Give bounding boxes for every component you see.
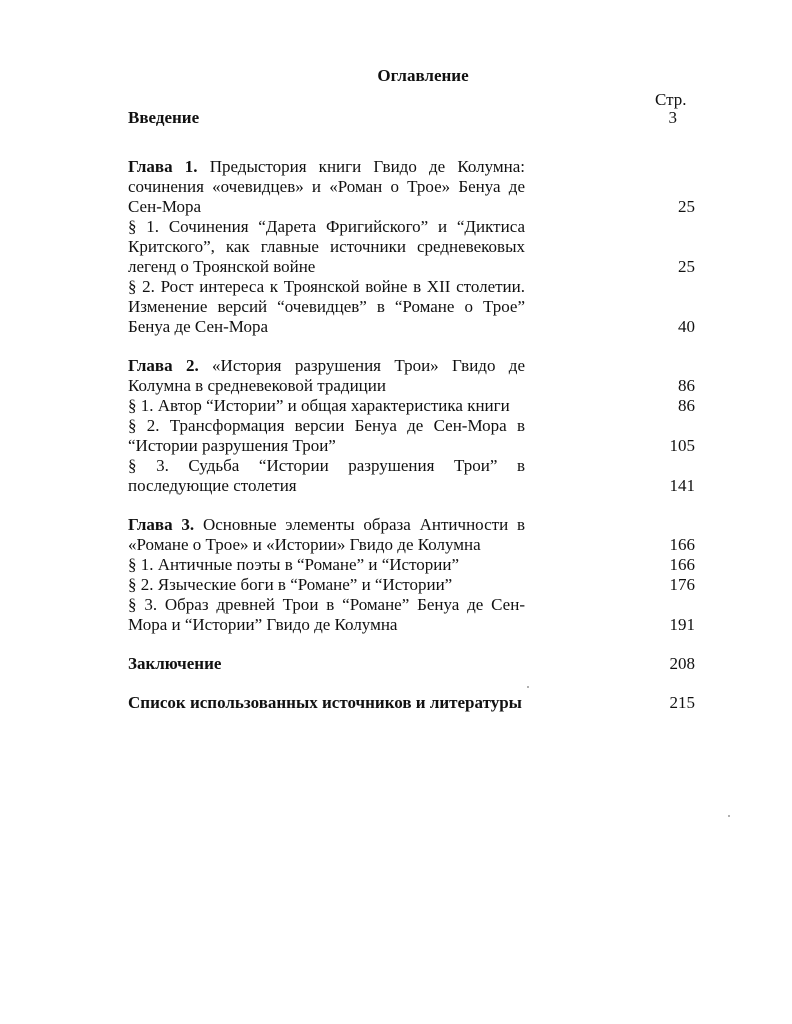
- scan-speck: [527, 686, 529, 688]
- toc-entry-chapter-2-section-2[interactable]: [128, 416, 695, 456]
- chapter-2-text: [128, 356, 525, 396]
- toc-entry-chapter-1-section-1[interactable]: [128, 217, 695, 277]
- scan-speck: [728, 815, 730, 817]
- chapter-2-prefix: Глава 2.: [128, 356, 199, 375]
- chapter-2-section-2-text: § 2. Трансформация версии Бенуа де Сен-Мора в “Истории разрушения Трои”: [128, 416, 525, 455]
- chapter-1-section-1-page: 25: [678, 257, 695, 276]
- chapter-2-section-1-text: § 1. Автор “Истории” и общая характеристика книги: [128, 396, 510, 415]
- toc-entry-introduction[interactable]: [128, 108, 695, 128]
- chapter-3-section-2-text: § 2. Языческие боги в “Романе” и “Истории”: [128, 575, 453, 594]
- toc-entry-chapter-3-section-2[interactable]: [128, 575, 695, 595]
- toc-entry-conclusion[interactable]: [128, 654, 695, 674]
- chapter-3-title: Основные элементы образа Античности в «Романе о Трое» и «Истории» Гвидо де Колумна: [128, 515, 525, 554]
- toc-entry-chapter-2-section-1[interactable]: [128, 396, 695, 416]
- chapter-3-section-1-text: § 1. Античные поэты в “Романе” и “Истории”: [128, 555, 460, 574]
- chapter-2-section-2-page: 105: [669, 436, 695, 455]
- chapter-1-text: [128, 157, 525, 217]
- chapter-3-section-3-page: 191: [669, 615, 695, 634]
- toc-entry-bibliography[interactable]: [128, 693, 695, 713]
- chapter-3-prefix: Глава 3.: [128, 515, 195, 534]
- chapter-2-section-3-text: § 3. Судьба “Истории разрушения Трои” в последующие столетия: [128, 456, 525, 495]
- toc-entry-chapter-3[interactable]: [128, 515, 695, 555]
- chapter-1-prefix: Глава 1.: [128, 157, 198, 176]
- toc-entry-chapter-1[interactable]: [128, 157, 695, 217]
- introduction-page: 3: [668, 108, 677, 127]
- chapter-2-section-1-page: 86: [678, 396, 695, 415]
- chapter-1-section-2-text: § 2. Рост интереса к Троянской войне в XII столетии. Изменение версий “очевидцев” в “Романе о Трое” Бенуа де Сен-Мора: [128, 277, 525, 336]
- table-of-contents: [128, 108, 695, 713]
- introduction-label: Введение: [128, 108, 200, 127]
- chapter-3-section-2-page: 176: [669, 575, 695, 594]
- chapter-1-title: Предыстория книги Гвидо де Колумна: сочинения «очевидцев» и «Роман о Трое» Бенуа де Сен-Мора: [128, 157, 525, 216]
- page-column-header: Стр.: [655, 90, 687, 109]
- toc-entry-chapter-2[interactable]: [128, 356, 695, 396]
- chapter-3-text: [128, 515, 525, 555]
- chapter-3-section-3-text: § 3. Образ древней Трои в “Романе” Бенуа де Сен-Мора и “Истории” Гвидо де Колумна: [128, 595, 525, 634]
- chapter-1-page: 25: [678, 197, 695, 216]
- page-title: Оглавление: [377, 66, 469, 85]
- bibliography-page: 215: [669, 693, 695, 712]
- conclusion-label: Заключение: [128, 654, 222, 673]
- chapter-2-title: «История разрушения Трои» Гвидо де Колумна в средневековой традиции: [128, 356, 525, 395]
- chapter-3-section-1-page: 166: [669, 555, 695, 574]
- chapter-3-page: 166: [669, 535, 695, 554]
- chapter-1-section-2-page: 40: [678, 317, 695, 336]
- toc-entry-chapter-1-section-2[interactable]: [128, 277, 695, 337]
- conclusion-page: 208: [669, 654, 695, 673]
- toc-entry-chapter-3-section-1[interactable]: [128, 555, 695, 575]
- toc-entry-chapter-3-section-3[interactable]: [128, 595, 695, 635]
- chapter-2-page: 86: [678, 376, 695, 395]
- bibliography-label: Список использованных источников и литературы: [128, 693, 522, 712]
- chapter-1-section-1-text: § 1. Сочинения “Дарета Фригийского” и “Диктиса Критского”, как главные источники средневековых легенд о Троянской войне: [128, 217, 525, 276]
- toc-entry-chapter-2-section-3[interactable]: [128, 456, 695, 496]
- chapter-2-section-3-page: 141: [669, 476, 695, 495]
